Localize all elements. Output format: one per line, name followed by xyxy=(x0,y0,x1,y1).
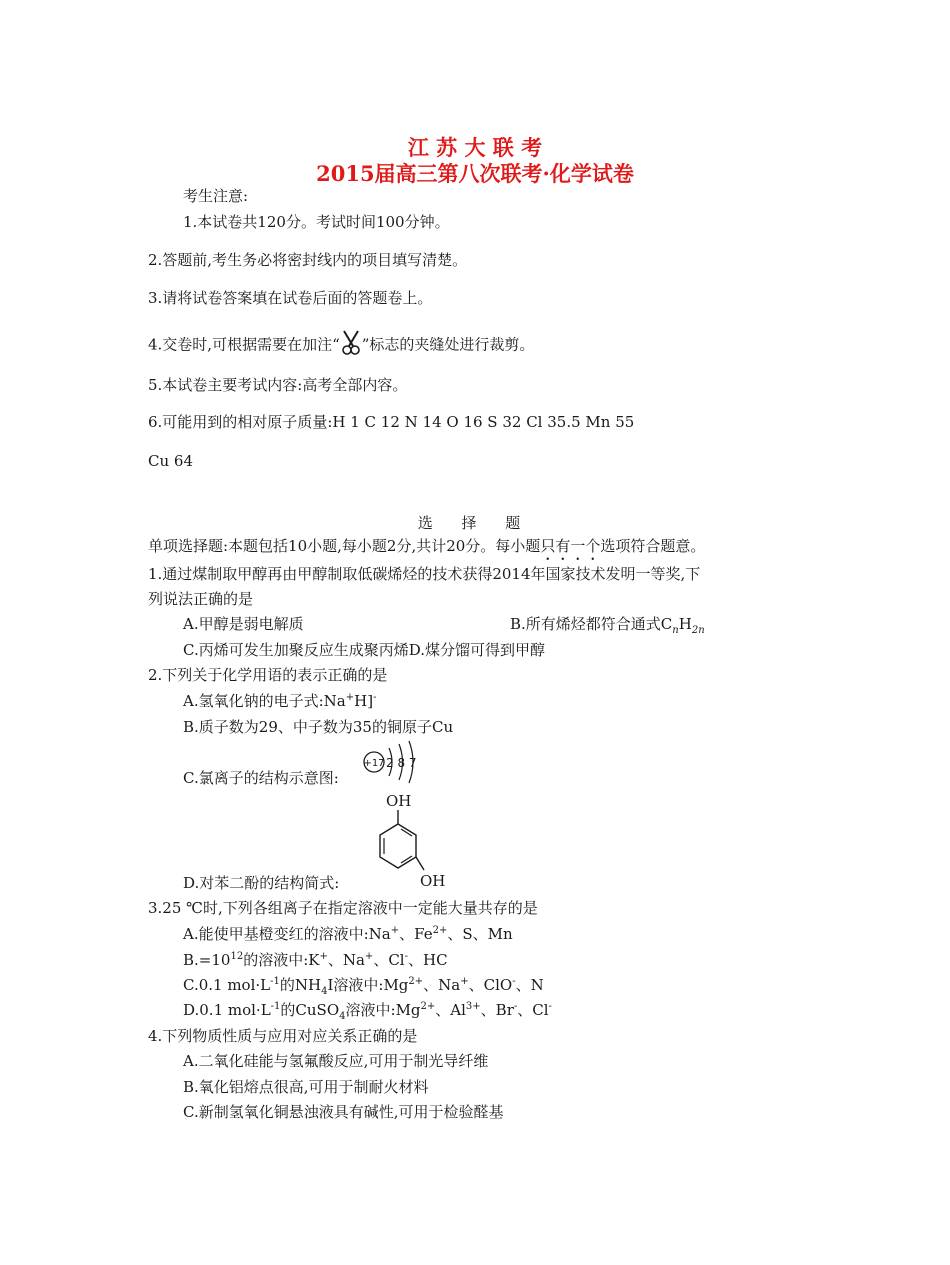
q2-option-a: A.氢氧化钠的电子式:Na+H]- xyxy=(183,692,377,710)
section-title: 选 择 题 xyxy=(417,514,533,532)
q2-option-c: C.氯离子的结构示意图: xyxy=(183,769,339,787)
q3-option-b: $B.=10^{12}$的溶液中:K+、Na+、Cl-、HC xyxy=(183,951,448,969)
notice-heading: 考生注意: xyxy=(183,187,249,205)
oh-label-top: OH xyxy=(386,792,412,810)
notice-item-2: 2.答题前,考生务必将密封线内的项目填写清楚。 xyxy=(148,251,468,269)
notice-item-5: 5.本试卷主要考试内容:高考全部内容。 xyxy=(148,376,408,394)
q3-option-d: D.0.1 $mol\cdot L^{-1}$的CuSO$_4$溶液中$:Mg^{2+}$、$Al^{3+}$、Br-、Cl- xyxy=(183,1001,552,1022)
q2-stem: 2.下列关于化学用语的表示正确的是 xyxy=(148,666,388,684)
notice-item-4-part1: 4.交卷时,可根据需要在加注“ xyxy=(148,335,340,354)
q2-option-b: B.质子数为29、中子数为35的铜原子Cu xyxy=(183,718,454,736)
notice-item-4-part2: ”标志的夹缝处进行裁剪。 xyxy=(361,335,535,354)
q4-stem: 4.下列物质性质与应用对应关系正确的是 xyxy=(148,1027,418,1045)
q1-option-a: A.甲醇是弱电解质 xyxy=(183,615,304,633)
q1-stem-line1: 1.通过煤制取甲醇再由甲醇制取低碳烯烃的技术获得2014年国家技术发明一等奖,下 xyxy=(148,565,701,583)
chloride-ion-diagram xyxy=(362,740,422,785)
emphasis-only-one: 只有一个 xyxy=(540,537,601,555)
q1-option-c: C.丙烯可发生加聚反应生成聚丙烯 xyxy=(183,641,409,659)
exam-main-title: 2015届高三第八次联考·化学试卷 xyxy=(316,161,634,186)
q1-option-b: B.所有烯烃都符合通式$C_nH_{2n}$ xyxy=(510,615,705,636)
q3-option-a: A.能使甲基橙变红的溶液中:Na+、$Fe^{2+}$、S、Mn xyxy=(183,925,513,943)
section-intro: 单项选择题:本题包括10小题,每小题2分,共计20分。每小题只有一个选项符合题意。 xyxy=(148,537,706,555)
nucleus-label: +17 xyxy=(363,758,385,769)
notice-item-4 xyxy=(148,330,534,361)
q1-option-d: D.煤分馏可得到甲醇 xyxy=(408,641,545,659)
resorcinol-structure xyxy=(360,788,460,893)
notice-item-1: 1.本试卷共120分。考试时间100分钟。 xyxy=(183,213,450,231)
notice-item-6-cont: Cu 64 xyxy=(148,452,193,470)
notice-item-3: 3.请将试卷答案填在试卷后面的答题卷上。 xyxy=(148,289,433,307)
shell-electrons: 2 8 7 xyxy=(386,756,417,770)
exam-header-title: 江 苏 大 联 考 xyxy=(407,135,543,160)
q3-stem: 3.25 ℃时,下列各组离子在指定溶液中一定能大量共存的是 xyxy=(148,899,538,917)
q2-option-d: D.对苯二酚的结构简式: xyxy=(183,874,340,892)
scissors-icon xyxy=(340,330,362,361)
oh-label-bottom: OH xyxy=(420,872,446,890)
q1-stem-line2: 列说法正确的是 xyxy=(148,590,254,608)
q4-option-a: A.二氧化硅能与氢氟酸反应,可用于制光导纤维 xyxy=(183,1052,489,1070)
q4-option-c: C.新制氢氧化铜悬浊液具有碱性,可用于检验醛基 xyxy=(183,1103,504,1121)
q3-option-c: C.0.1 $mol\cdot L^{-1}$的$NH_4I$溶液中$:Mg^{2+}$、Na+、ClO-、N xyxy=(183,976,544,997)
q4-option-b: B.氧化铝熔点很高,可用于制耐火材料 xyxy=(183,1078,429,1096)
notice-item-6: 6.可能用到的相对原子质量:H 1 C 12 N 14 O 16 S 32 Cl 35.5 Mn 55 xyxy=(148,413,635,431)
q1-option-c-d xyxy=(183,640,545,660)
